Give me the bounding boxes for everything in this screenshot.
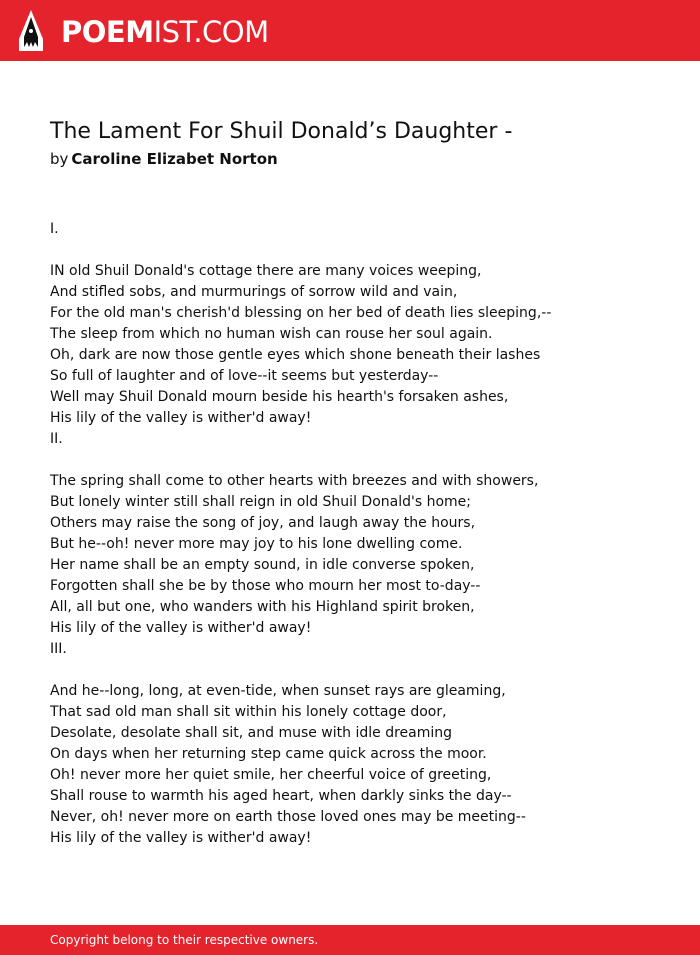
poem-line: Desolate, desolate shall sit, and muse with idle dreaming xyxy=(50,725,453,741)
poem-line: Shall rouse to warmth his aged heart, when darkly sinks the day-- xyxy=(50,788,512,804)
poem-line: Well may Shuil Donald mourn beside his hearth's forsaken ashes, xyxy=(50,389,509,405)
poem-line: But lonely winter still shall reign in old Shuil Donald's home; xyxy=(50,494,471,510)
poem-line: His lily of the valley is wither'd away! xyxy=(50,620,312,636)
poem-title: The Lament For Shuil Donald’s Daughter - xyxy=(50,119,513,144)
poem-line: IN old Shuil Donald's cottage there are many voices weeping, xyxy=(50,263,482,279)
pen-nib-icon xyxy=(16,9,46,53)
poem-line: Never, oh! never more on earth those loved ones may be meeting-- xyxy=(50,809,526,825)
stanza-gap xyxy=(50,240,670,261)
poem-line: His lily of the valley is wither'd away! xyxy=(50,830,312,846)
stanza-numeral: I. xyxy=(50,221,59,237)
poem-line: And he--long, long, at even-tide, when sunset rays are gleaming, xyxy=(50,683,506,699)
poem-author: Caroline Elizabet Norton xyxy=(71,150,278,168)
poem-line: Oh! never more her quiet smile, her cheerful voice of greeting, xyxy=(50,767,492,783)
poem-line: Forgotten shall she be by those who mourn her most to-day-- xyxy=(50,578,481,594)
poem-line: So full of laughter and of love--it seems but yesterday-- xyxy=(50,368,439,384)
stanza-gap xyxy=(50,660,670,681)
logo-light-text: IST.COM xyxy=(153,15,269,49)
poem-line: But he--oh! never more may joy to his lone dwelling come. xyxy=(50,536,463,552)
poem-line: The spring shall come to other hearts with breezes and with showers, xyxy=(50,473,539,489)
poem-line: Oh, dark are now those gentle eyes which shone beneath their lashes xyxy=(50,347,541,363)
poem-line: And stifled sobs, and murmurings of sorrow wild and vain, xyxy=(50,284,458,300)
poem-body xyxy=(50,219,670,849)
poem-line: For the old man's cherish'd blessing on her bed of death lies sleeping,-- xyxy=(50,305,552,321)
site-footer xyxy=(0,925,700,955)
by-label: by xyxy=(50,150,69,168)
stanza-numeral: II. xyxy=(50,431,63,447)
poem-heading xyxy=(50,118,670,169)
site-logo[interactable] xyxy=(16,9,269,53)
poem-line: That sad old man shall sit within his lonely cottage door, xyxy=(50,704,447,720)
site-header xyxy=(0,0,700,61)
logo-bold-text: POEM xyxy=(61,15,154,49)
stanza-gap xyxy=(50,450,670,471)
poem-line: On days when her returning step came quick across the moor. xyxy=(50,746,487,762)
logo-wordmark xyxy=(61,15,269,49)
footer-copyright: Copyright belong to their respective owners. xyxy=(50,933,319,947)
poem-line: All, all but one, who wanders with his Highland spirit broken, xyxy=(50,599,475,615)
poem-line: The sleep from which no human wish can rouse her soul again. xyxy=(50,326,493,342)
poem-line: Her name shall be an empty sound, in idle converse spoken, xyxy=(50,557,475,573)
stanza-numeral: III. xyxy=(50,641,67,657)
poem-line: His lily of the valley is wither'd away! xyxy=(50,410,312,426)
poem-byline xyxy=(50,149,670,169)
poem-line: Others may raise the song of joy, and laugh away the hours, xyxy=(50,515,476,531)
